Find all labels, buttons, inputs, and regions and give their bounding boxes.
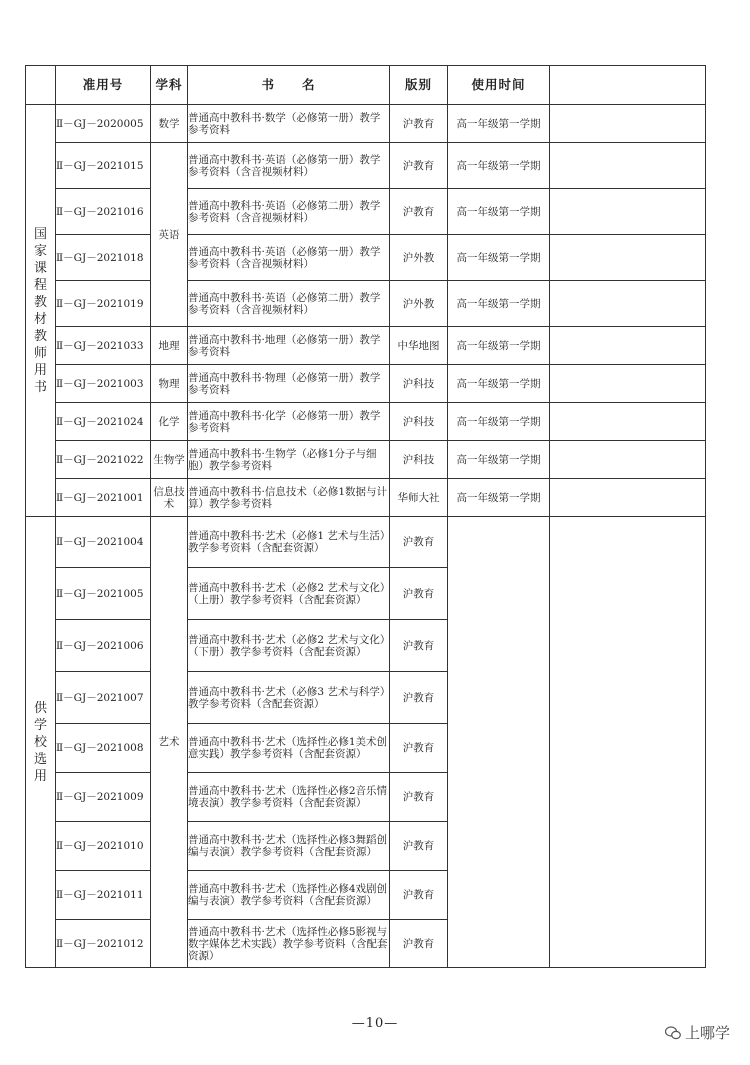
subject-cell: 生物学 [151,441,188,479]
approval-number: Ⅱ－GJ－2021012 [56,920,151,968]
publisher: 华师大社 [390,479,448,517]
table-row [26,143,706,189]
book-title: 普通高中教科书·化学（必修第一册）教学参考资料 [188,403,390,441]
book-title: 普通高中教科书·生物学（必修1分子与细胞）教学参考资料 [188,441,390,479]
table-row [26,281,706,327]
header-category [26,66,56,105]
approval-number: Ⅱ－GJ－2021005 [56,568,151,620]
usage-time [448,517,550,968]
subject-cell: 数学 [151,105,188,143]
approval-number: Ⅱ－GJ－2021019 [56,281,151,327]
approval-number: Ⅱ－GJ－2021018 [56,235,151,281]
publisher: 沪教育 [390,822,448,871]
approval-number: Ⅱ－GJ－2021006 [56,620,151,672]
usage-time: 高一年级第一学期 [448,441,550,479]
table-row [26,105,706,143]
header-version: 版别 [390,66,448,105]
note-cell [550,281,706,327]
approval-number: Ⅱ－GJ－2021010 [56,822,151,871]
subject-cell: 信息技术 [151,479,188,517]
book-title: 普通高中教科书·物理（必修第一册）教学参考资料 [188,365,390,403]
table-row [26,479,706,517]
usage-time: 高一年级第一学期 [448,143,550,189]
category-label: 供学校选用 [33,700,47,784]
approval-number: Ⅱ－GJ－2020005 [56,105,151,143]
note-cell [550,327,706,365]
publisher: 沪教育 [390,672,448,724]
book-list-table [25,65,706,968]
book-title: 普通高中教科书·艺术（必修3 艺术与科学）教学参考资料（含配套资源） [188,672,390,724]
subject-cell: 英语 [151,143,188,327]
note-cell [550,235,706,281]
approval-number: Ⅱ－GJ－2021033 [56,327,151,365]
header-note [550,66,706,105]
publisher: 沪教育 [390,724,448,773]
table-row [26,517,706,568]
publisher: 沪科技 [390,441,448,479]
header-number: 准用号 [56,66,151,105]
table-row [26,365,706,403]
approval-number: Ⅱ－GJ－2021015 [56,143,151,189]
approval-number: Ⅱ－GJ－2021008 [56,724,151,773]
book-title: 普通高中教科书·艺术（选择性必修3舞蹈创编与表演）教学参考资料（含配套资源） [188,822,390,871]
table-row [26,403,706,441]
note-cell [550,403,706,441]
usage-time: 高一年级第一学期 [448,281,550,327]
book-title: 普通高中教科书·信息技术（必修1数据与计算）教学参考资料 [188,479,390,517]
book-title: 普通高中教科书·艺术（必修2 艺术与文化）（下册）教学参考资料（含配套资源） [188,620,390,672]
approval-number: Ⅱ－GJ－2021022 [56,441,151,479]
usage-time: 高一年级第一学期 [448,403,550,441]
book-title: 普通高中教科书·艺术（选择性必修4戏剧创编与表演）教学参考资料（含配套资源） [188,871,390,920]
note-cell [550,517,706,968]
table-row [26,327,706,365]
book-title: 普通高中教科书·数学（必修第一册）教学参考资料 [188,105,390,143]
table-header-row [26,66,706,105]
wechat-icon [665,1026,681,1040]
book-title: 普通高中教科书·艺术（必修1 艺术与生活）教学参考资料（含配套资源） [188,517,390,568]
subject-cell: 地理 [151,327,188,365]
approval-number: Ⅱ－GJ－2021016 [56,189,151,235]
publisher: 沪教育 [390,143,448,189]
publisher: 沪教育 [390,189,448,235]
publisher: 沪教育 [390,517,448,568]
source-watermark [665,1022,730,1043]
approval-number: Ⅱ－GJ－2021011 [56,871,151,920]
publisher: 沪教育 [390,568,448,620]
usage-time: 高一年级第一学期 [448,327,550,365]
page-number: —10— [351,1016,399,1031]
category-cell [26,517,56,968]
subject-cell: 化学 [151,403,188,441]
book-title: 普通高中教科书·地理（必修第一册）教学参考资料 [188,327,390,365]
book-title: 普通高中教科书·艺术（选择性必修5影视与数字媒体艺术实践）教学参考资料（含配套资源） [188,920,390,968]
usage-time: 高一年级第一学期 [448,479,550,517]
approval-number: Ⅱ－GJ－2021007 [56,672,151,724]
category-cell [26,105,56,517]
book-title: 普通高中教科书·英语（必修第二册）教学参考资料（含音视频材料） [188,189,390,235]
table-row [26,441,706,479]
publisher: 沪教育 [390,920,448,968]
approval-number: Ⅱ－GJ－2021003 [56,365,151,403]
publisher: 沪教育 [390,871,448,920]
publisher: 沪教育 [390,620,448,672]
usage-time: 高一年级第一学期 [448,105,550,143]
usage-time: 高一年级第一学期 [448,365,550,403]
note-cell [550,365,706,403]
publisher: 沪外教 [390,235,448,281]
note-cell [550,143,706,189]
publisher: 沪外教 [390,281,448,327]
usage-time: 高一年级第一学期 [448,235,550,281]
header-title: 书 名 [188,66,390,105]
publisher: 沪科技 [390,365,448,403]
publisher: 沪教育 [390,773,448,822]
note-cell [550,441,706,479]
note-cell [550,105,706,143]
book-title: 普通高中教科书·艺术（选择性必修1美术创意实践）教学参考资料（含配套资源） [188,724,390,773]
approval-number: Ⅱ－GJ－2021004 [56,517,151,568]
approval-number: Ⅱ－GJ－2021024 [56,403,151,441]
publisher: 沪教育 [390,105,448,143]
book-title: 普通高中教科书·英语（必修第一册）教学参考资料（含音视频材料） [188,235,390,281]
logo-text: 上哪学 [684,1024,730,1042]
header-time: 使用时间 [448,66,550,105]
subject-cell: 艺术 [151,517,188,968]
approval-number: Ⅱ－GJ－2021009 [56,773,151,822]
header-subject: 学科 [151,66,188,105]
category-label: 国家课程教材教师用书 [33,226,47,395]
note-cell [550,189,706,235]
book-title: 普通高中教科书·英语（必修第一册）教学参考资料（含音视频材料） [188,143,390,189]
publisher: 沪科技 [390,403,448,441]
book-title: 普通高中教科书·艺术（选择性必修2音乐情境表演）教学参考资料（含配套资源） [188,773,390,822]
note-cell [550,479,706,517]
table-row [26,235,706,281]
book-title: 普通高中教科书·英语（必修第二册）教学参考资料（含音视频材料） [188,281,390,327]
subject-cell: 物理 [151,365,188,403]
usage-time: 高一年级第一学期 [448,189,550,235]
publisher: 中华地图 [390,327,448,365]
book-title: 普通高中教科书·艺术（必修2 艺术与文化）（上册）教学参考资料（含配套资源） [188,568,390,620]
approval-number: Ⅱ－GJ－2021001 [56,479,151,517]
table-row [26,189,706,235]
